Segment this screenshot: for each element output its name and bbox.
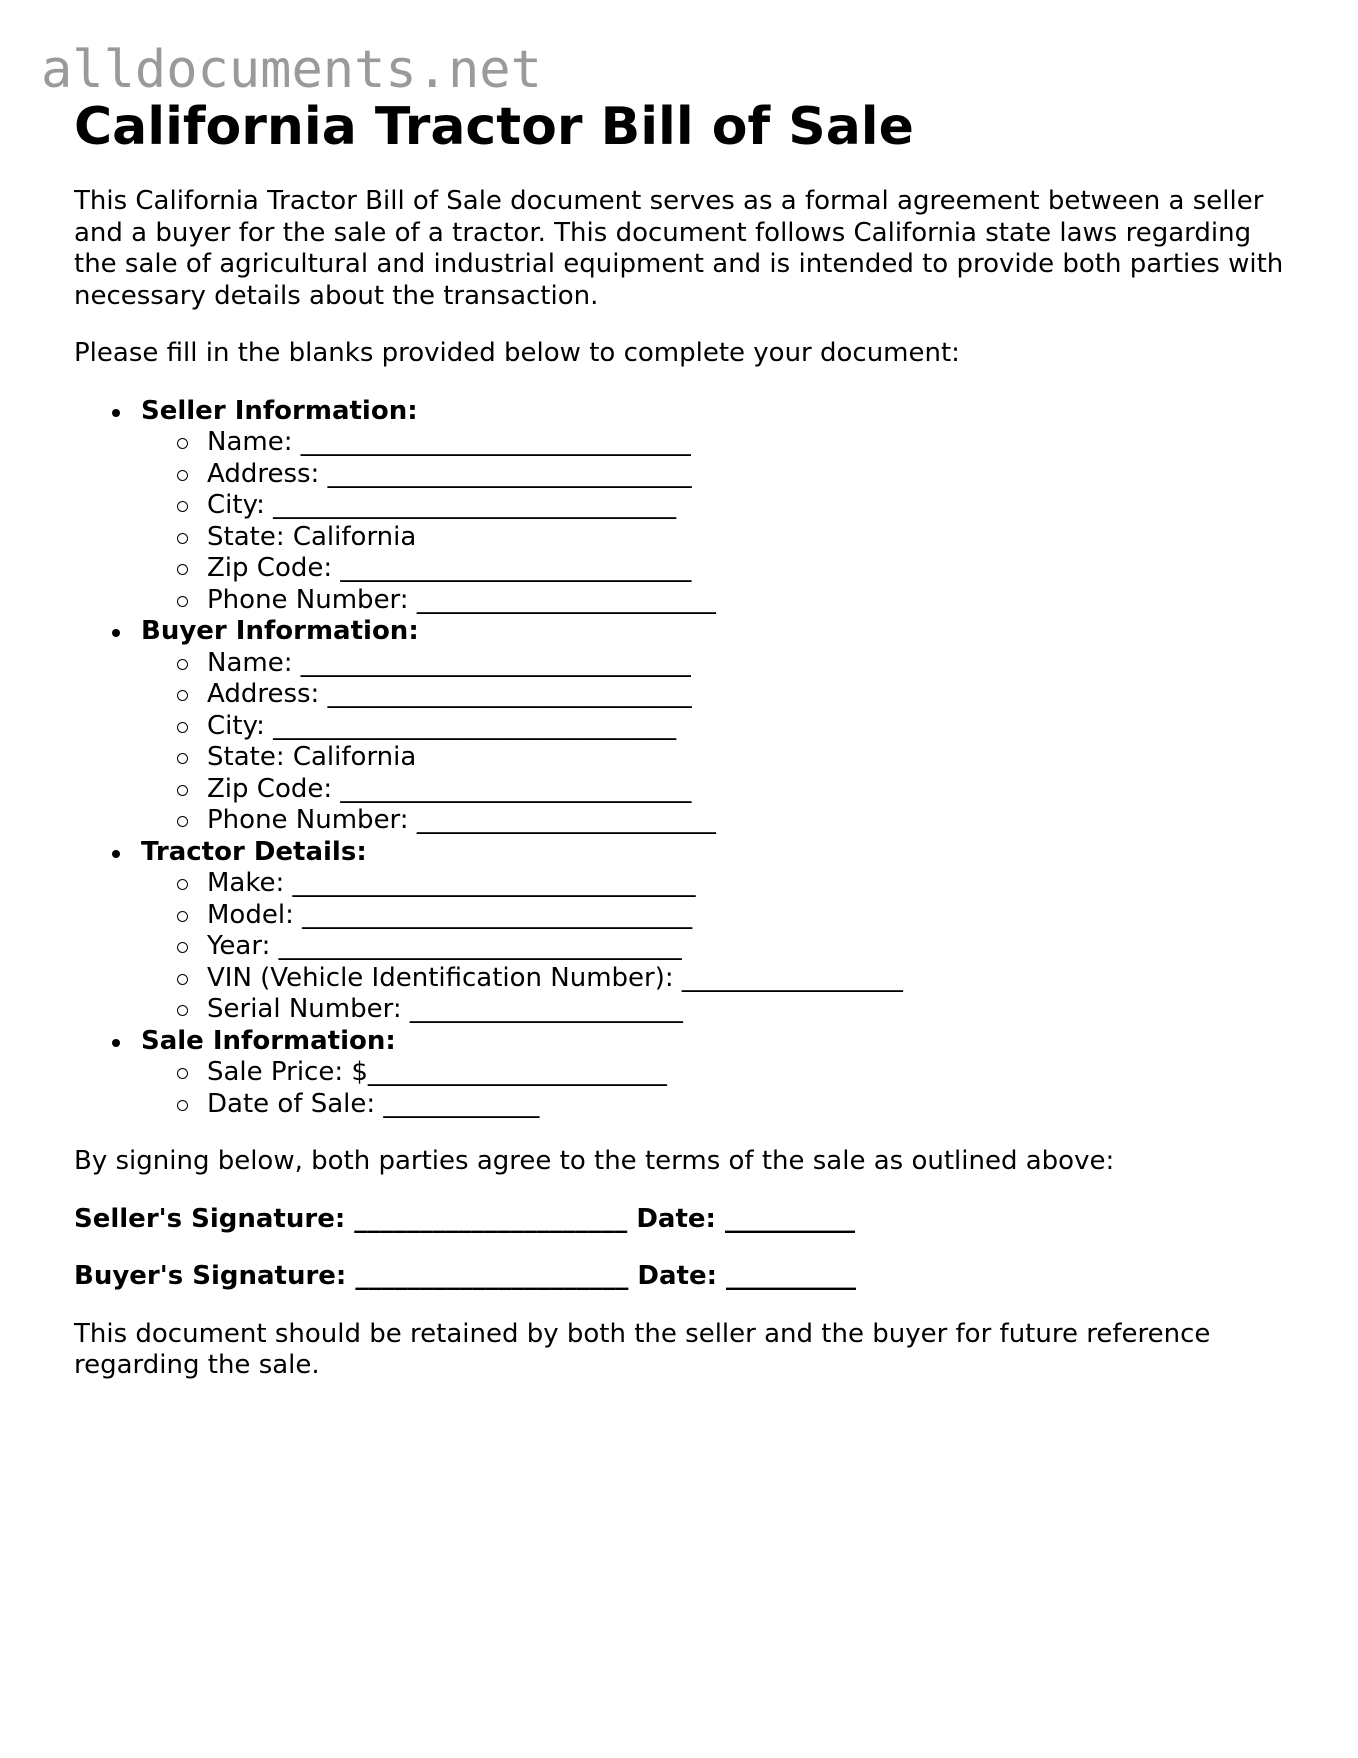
field-text: Phone Number: _______________________ xyxy=(207,805,716,835)
field-text: Serial Number: _____________________ xyxy=(207,994,683,1024)
field-text: State: California xyxy=(207,521,417,552)
document-body xyxy=(74,92,1294,1382)
circle-bullet-icon xyxy=(177,659,188,670)
field-list xyxy=(141,427,1294,616)
field-sale-price xyxy=(141,1057,1294,1089)
section-title: Sale Information: xyxy=(141,1025,396,1056)
seller-signature-line: Seller's Signature: _____________________ Date: __________ xyxy=(74,1203,855,1234)
circle-bullet-icon xyxy=(177,911,188,922)
field-sale-date xyxy=(141,1089,1294,1121)
bullet-icon xyxy=(112,850,120,858)
field-text: Make: _______________________________ xyxy=(207,868,696,898)
circle-bullet-icon xyxy=(177,1068,188,1079)
circle-bullet-icon xyxy=(177,722,188,733)
field-buyer-address xyxy=(141,679,1294,711)
field-text: City: _______________________________ xyxy=(207,710,677,741)
bullet-icon xyxy=(112,1039,120,1047)
agreement-statement: By signing below, both parties agree to the terms of the sale as outlined above: xyxy=(74,1146,1115,1176)
field-list xyxy=(141,868,1294,1026)
field-list xyxy=(141,648,1294,837)
circle-bullet-icon xyxy=(177,564,188,575)
circle-bullet-icon xyxy=(177,974,188,985)
field-list xyxy=(141,1057,1294,1120)
circle-bullet-icon xyxy=(177,1005,188,1016)
field-tractor-vin xyxy=(141,963,1294,995)
circle-bullet-icon xyxy=(177,501,188,512)
field-seller-address xyxy=(141,459,1294,491)
section-sale-information xyxy=(74,1026,1294,1121)
section-title: Tractor Details: xyxy=(141,836,367,867)
field-buyer-name xyxy=(141,648,1294,680)
circle-bullet-icon xyxy=(177,596,188,607)
circle-bullet-icon xyxy=(177,785,188,796)
field-text: Phone Number: _______________________ xyxy=(207,584,716,615)
fill-in-prompt: Please fill in the blanks provided below to complete your document: xyxy=(74,338,960,368)
circle-bullet-icon xyxy=(177,690,188,701)
circle-bullet-icon xyxy=(177,470,188,481)
field-buyer-zip xyxy=(141,774,1294,806)
section-seller-information xyxy=(74,396,1294,617)
field-seller-city xyxy=(141,490,1294,522)
field-seller-phone xyxy=(141,585,1294,617)
field-buyer-phone xyxy=(141,805,1294,837)
field-tractor-serial xyxy=(141,994,1294,1026)
section-title: Seller Information: xyxy=(141,395,418,426)
field-text: Sale Price: $_______________________ xyxy=(207,1057,667,1087)
circle-bullet-icon xyxy=(177,816,188,827)
field-seller-name xyxy=(141,427,1294,459)
section-list xyxy=(74,396,1294,1121)
circle-bullet-icon xyxy=(177,438,188,449)
circle-bullet-icon xyxy=(177,942,188,953)
section-tractor-details xyxy=(74,837,1294,1026)
watermark: alldocuments.net xyxy=(41,40,542,100)
field-buyer-city xyxy=(141,711,1294,743)
field-buyer-state xyxy=(141,742,1294,774)
field-text: Name: ______________________________ xyxy=(207,427,691,457)
circle-bullet-icon xyxy=(177,533,188,544)
field-text: Year: _______________________________ xyxy=(207,931,682,961)
intro-paragraph: This California Tractor Bill of Sale document serves as a formal agreement between a seller and a buyer for the sale of a tractor. This document follows California state laws regarding the sale of agricultural and industrial equipment and is intended to provide both parties with necessary details about the transaction. xyxy=(74,186,1284,311)
field-seller-zip xyxy=(141,553,1294,585)
field-text: Date of Sale: ____________ xyxy=(207,1088,540,1119)
field-text: Address: ____________________________ xyxy=(207,458,692,489)
buyer-signature-line: Buyer's Signature: _____________________ Date: __________ xyxy=(74,1261,857,1291)
field-text: State: California xyxy=(207,742,417,772)
field-text: Name: ______________________________ xyxy=(207,647,691,678)
circle-bullet-icon xyxy=(177,753,188,764)
field-text: Zip Code: ___________________________ xyxy=(207,773,692,804)
field-tractor-year xyxy=(141,931,1294,963)
circle-bullet-icon xyxy=(177,879,188,890)
field-text: Model: ______________________________ xyxy=(207,899,693,930)
field-text: Zip Code: ___________________________ xyxy=(207,553,692,583)
circle-bullet-icon xyxy=(177,1100,188,1111)
field-text: VIN (Vehicle Identification Number): _________________ xyxy=(207,962,903,993)
bullet-icon xyxy=(112,629,120,637)
field-text: City: _______________________________ xyxy=(207,490,677,520)
document-title: California Tractor Bill of Sale xyxy=(74,97,914,157)
closing-note: This document should be retained by both the seller and the buyer for future reference regarding the sale. xyxy=(74,1318,1211,1380)
field-seller-state xyxy=(141,522,1294,554)
bullet-icon xyxy=(112,409,120,417)
field-tractor-make xyxy=(141,868,1294,900)
field-text: Address: ____________________________ xyxy=(207,679,692,709)
section-title: Buyer Information: xyxy=(141,616,419,646)
field-tractor-model xyxy=(141,900,1294,932)
section-buyer-information xyxy=(74,616,1294,837)
